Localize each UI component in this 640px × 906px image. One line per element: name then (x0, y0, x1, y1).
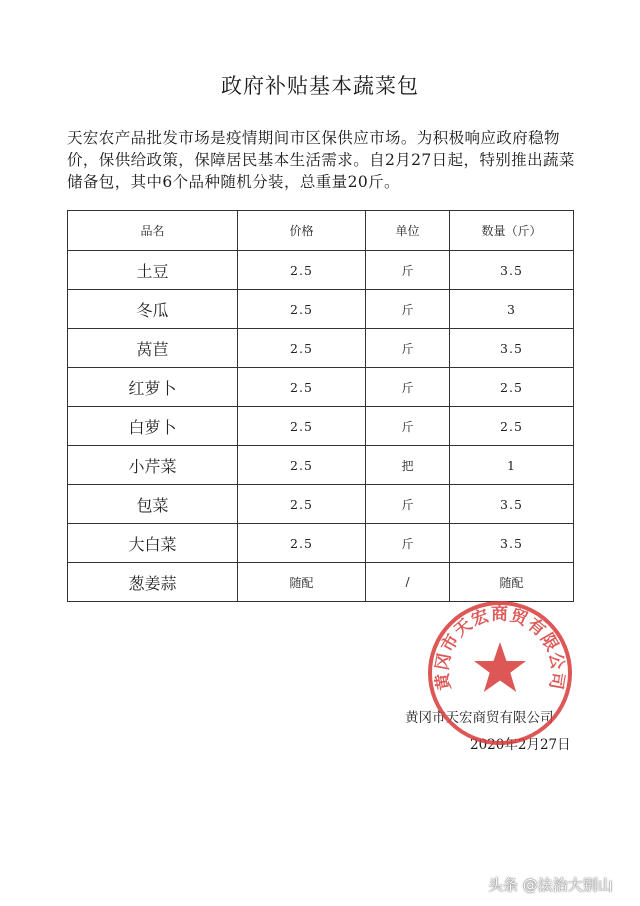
cell-price: 随配 (238, 563, 366, 602)
cell-price: 2.5 (238, 446, 366, 485)
cell-name: 莴苣 (68, 329, 238, 368)
cell-price: 2.5 (238, 368, 366, 407)
cell-name: 小芹菜 (68, 446, 238, 485)
document-title: 政府补贴基本蔬菜包 (221, 74, 419, 98)
table-row (68, 446, 574, 485)
cell-quantity: 2.5 (450, 368, 574, 407)
cell-price: 2.5 (238, 485, 366, 524)
cell-unit: 斤 (366, 329, 450, 368)
cell-unit: 斤 (366, 368, 450, 407)
cell-price: 2.5 (238, 251, 366, 290)
company-name: 黄冈市天宏商贸有限公司 (405, 710, 554, 726)
table-row (68, 485, 574, 524)
seal-star-icon (474, 642, 526, 692)
cell-quantity: 3 (450, 290, 574, 329)
cell-name: 包菜 (68, 485, 238, 524)
table-row (68, 407, 574, 446)
cell-unit: 斤 (366, 485, 450, 524)
cell-price: 2.5 (238, 329, 366, 368)
cell-quantity: 3.5 (450, 524, 574, 563)
table-row (68, 524, 574, 563)
cell-quantity: 3.5 (450, 251, 574, 290)
table-row (68, 251, 574, 290)
cell-name: 大白菜 (68, 524, 238, 563)
watermark: 头条 @法治大别山 (488, 876, 613, 894)
header-quantity: 数量（斤） (450, 211, 574, 251)
cell-price: 2.5 (238, 290, 366, 329)
table-row (68, 329, 574, 368)
cell-quantity: 2.5 (450, 407, 574, 446)
cell-name: 白萝卜 (68, 407, 238, 446)
header-name: 品名 (68, 211, 238, 251)
cell-unit: 斤 (366, 251, 450, 290)
cell-unit: 把 (366, 446, 450, 485)
cell-price: 2.5 (238, 524, 366, 563)
cell-unit: / (366, 563, 450, 602)
cell-quantity: 3.5 (450, 485, 574, 524)
intro-paragraph: 天宏农产品批发市场是疫情期间市区保供应市场。为积极响应政府稳物价，保供给政策，保障居民基本生活需求。自2月27日起，特别推出蔬菜储备包，其中6个品种随机分装，总重量20斤。 (67, 129, 575, 191)
company-seal (425, 598, 575, 748)
seal-text: 黄冈市天宏商贸有限公司 (432, 604, 568, 692)
cell-quantity: 3.5 (450, 329, 574, 368)
cell-name: 葱姜蒜 (68, 563, 238, 602)
table-row (68, 290, 574, 329)
cell-name: 土豆 (68, 251, 238, 290)
cell-quantity: 1 (450, 446, 574, 485)
cell-unit: 斤 (366, 407, 450, 446)
header-price: 价格 (238, 211, 366, 251)
header-unit: 单位 (366, 211, 450, 251)
cell-unit: 斤 (366, 290, 450, 329)
cell-name: 冬瓜 (68, 290, 238, 329)
cell-quantity: 随配 (450, 563, 574, 602)
vegetable-table (67, 210, 574, 602)
table-row (68, 368, 574, 407)
table-row (68, 563, 574, 602)
cell-unit: 斤 (366, 524, 450, 563)
table-header-row (68, 211, 574, 251)
document-date: 2020年2月27日 (470, 737, 571, 753)
cell-name: 红萝卜 (68, 368, 238, 407)
cell-price: 2.5 (238, 407, 366, 446)
